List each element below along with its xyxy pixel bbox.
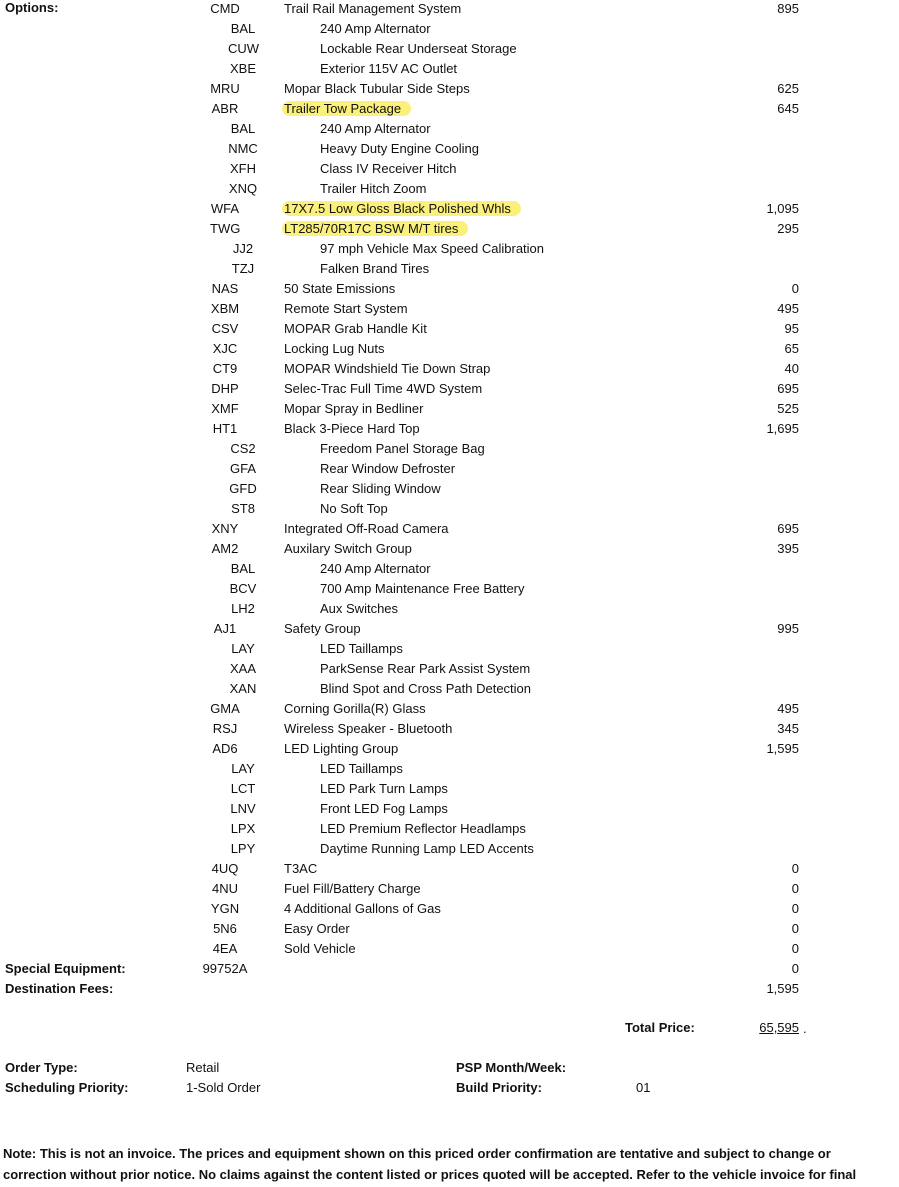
option-description bbox=[284, 220, 468, 238]
option-code: XAA bbox=[229, 661, 256, 676]
description-text: Trailer Hitch Zoom bbox=[320, 181, 427, 196]
option-description bbox=[284, 920, 350, 938]
option-price: 995 bbox=[777, 621, 799, 636]
option-row bbox=[0, 20, 899, 40]
option-code: XAN bbox=[229, 681, 257, 696]
disclaimer-note: Note: This is not an invoice. The prices and equipment shown on this priced order confirmation are tentative and subject to change or correction without prior notice. No claims against the content listed or prices quoted will be accepted. Refer to the vehicle invoice for final bbox=[3, 1146, 857, 1182]
option-code: YGN bbox=[210, 901, 240, 916]
option-row bbox=[0, 220, 899, 240]
option-description bbox=[320, 240, 544, 258]
description-text: Exterior 115V AC Outlet bbox=[320, 61, 458, 76]
option-row bbox=[0, 940, 899, 960]
description-text: Mopar Black Tubular Side Steps bbox=[284, 81, 470, 96]
option-code: TWG bbox=[210, 221, 241, 236]
option-description bbox=[284, 80, 470, 98]
option-code: GFD bbox=[229, 481, 257, 496]
option-row bbox=[0, 920, 899, 940]
option-row bbox=[0, 800, 899, 820]
description-text: Freedom Panel Storage Bag bbox=[320, 441, 485, 456]
option-code: HT1 bbox=[212, 421, 238, 436]
build-priority-label: Build Priority: bbox=[456, 1080, 542, 1095]
option-row bbox=[0, 860, 899, 880]
description-text: MOPAR Grab Handle Kit bbox=[284, 321, 427, 336]
option-row bbox=[0, 820, 899, 840]
option-code: JJ2 bbox=[232, 241, 254, 256]
option-description bbox=[320, 840, 534, 858]
option-code: BAL bbox=[230, 561, 256, 576]
special-equipment-label: Special Equipment: bbox=[5, 961, 126, 976]
description-text: ParkSense Rear Park Assist System bbox=[320, 661, 531, 676]
description-text: LED Taillamps bbox=[320, 761, 403, 776]
option-price: 0 bbox=[791, 861, 799, 876]
option-description bbox=[320, 600, 398, 618]
destination-fees-row bbox=[0, 980, 899, 1000]
option-description bbox=[284, 100, 411, 118]
option-code: XNY bbox=[211, 521, 239, 536]
option-row bbox=[0, 440, 899, 460]
option-description bbox=[284, 0, 461, 18]
option-code: BCV bbox=[229, 581, 257, 596]
description-text: Sold Vehicle bbox=[284, 941, 356, 956]
option-description bbox=[320, 640, 403, 658]
option-code: XBE bbox=[229, 61, 256, 76]
option-description bbox=[284, 940, 356, 958]
option-description bbox=[320, 480, 441, 498]
option-row bbox=[0, 140, 899, 160]
option-row bbox=[0, 840, 899, 860]
option-price: 645 bbox=[777, 101, 799, 116]
option-row bbox=[0, 720, 899, 740]
description-text: 240 Amp Alternator bbox=[320, 561, 431, 576]
special-equipment-row bbox=[0, 960, 899, 980]
option-description bbox=[320, 180, 426, 198]
description-text: Aux Switches bbox=[320, 601, 399, 616]
description-text: Blind Spot and Cross Path Detection bbox=[320, 681, 532, 696]
description-text: Easy Order bbox=[284, 921, 350, 936]
option-description bbox=[284, 700, 426, 718]
option-description bbox=[284, 860, 317, 878]
option-description bbox=[284, 380, 482, 398]
option-code: CS2 bbox=[230, 441, 256, 456]
option-description bbox=[284, 620, 361, 638]
option-row bbox=[0, 680, 899, 700]
option-row bbox=[0, 360, 899, 380]
option-price: 345 bbox=[777, 721, 799, 736]
option-row bbox=[0, 160, 899, 180]
option-row bbox=[0, 200, 899, 220]
description-text: Lockable Rear Underseat Storage bbox=[320, 41, 517, 56]
option-row bbox=[0, 100, 899, 120]
option-row bbox=[0, 540, 899, 560]
special-equipment-price: 0 bbox=[791, 961, 799, 976]
destination-fees-label: Destination Fees: bbox=[5, 981, 114, 996]
option-code: LH2 bbox=[231, 601, 255, 616]
option-price: 625 bbox=[777, 81, 799, 96]
option-description bbox=[320, 680, 531, 698]
option-code: LCT bbox=[230, 781, 256, 796]
option-row bbox=[0, 180, 899, 200]
description-text: Rear Sliding Window bbox=[320, 481, 441, 496]
total-price-amount: 65,595 bbox=[759, 1020, 799, 1035]
option-description bbox=[284, 400, 423, 418]
option-description bbox=[284, 300, 408, 318]
option-description bbox=[320, 460, 455, 478]
option-price: 695 bbox=[777, 521, 799, 536]
option-description bbox=[320, 560, 431, 578]
option-description bbox=[284, 720, 452, 738]
option-description bbox=[320, 820, 526, 838]
description-text: 700 Amp Maintenance Free Battery bbox=[320, 581, 525, 596]
description-text: Black 3-Piece Hard Top bbox=[284, 421, 420, 436]
option-description bbox=[320, 40, 517, 58]
description-text: Falken Brand Tires bbox=[320, 261, 430, 276]
option-row bbox=[0, 0, 899, 20]
option-price: 0 bbox=[791, 941, 799, 956]
option-row bbox=[0, 640, 899, 660]
option-row bbox=[0, 260, 899, 280]
option-row bbox=[0, 420, 899, 440]
option-code: 4EA bbox=[212, 941, 238, 956]
order-type-value: Retail bbox=[186, 1060, 220, 1075]
option-description bbox=[320, 160, 457, 178]
option-row bbox=[0, 700, 899, 720]
option-description bbox=[284, 520, 449, 538]
order-type-label: Order Type: bbox=[5, 1060, 78, 1075]
option-description bbox=[284, 900, 441, 918]
option-row bbox=[0, 380, 899, 400]
option-description bbox=[320, 580, 525, 598]
description-text: Locking Lug Nuts bbox=[284, 341, 385, 356]
option-row bbox=[0, 660, 899, 680]
option-code: BAL bbox=[230, 21, 256, 36]
option-description bbox=[320, 760, 403, 778]
option-code: NMC bbox=[228, 141, 258, 156]
total-price-value bbox=[759, 1020, 799, 1035]
option-price: 895 bbox=[777, 1, 799, 16]
option-code: AJ1 bbox=[213, 621, 237, 636]
highlighted-description: Trailer Tow Package bbox=[282, 101, 411, 116]
option-price: 525 bbox=[777, 401, 799, 416]
build-priority-value: 01 bbox=[636, 1080, 651, 1095]
scheduling-priority-value: 1-Sold Order bbox=[186, 1080, 261, 1095]
option-code: LPX bbox=[230, 821, 256, 836]
description-text: No Soft Top bbox=[320, 501, 388, 516]
option-description bbox=[284, 340, 384, 358]
option-code: XBM bbox=[210, 301, 240, 316]
description-text: LED Taillamps bbox=[320, 641, 403, 656]
option-description bbox=[320, 60, 457, 78]
option-code: LNV bbox=[230, 801, 256, 816]
option-code: MRU bbox=[210, 81, 240, 96]
description-text: 240 Amp Alternator bbox=[320, 121, 431, 136]
highlighted-description: LT285/70R17C BSW M/T tires bbox=[282, 221, 468, 236]
option-price: 0 bbox=[791, 921, 799, 936]
option-description bbox=[320, 20, 431, 38]
option-row bbox=[0, 620, 899, 640]
option-row bbox=[0, 740, 899, 760]
option-description bbox=[284, 880, 421, 898]
option-description bbox=[284, 280, 395, 298]
option-row bbox=[0, 400, 899, 420]
description-text: 4 Additional Gallons of Gas bbox=[284, 901, 441, 916]
option-code: ST8 bbox=[231, 501, 255, 516]
option-code: LAY bbox=[231, 761, 255, 776]
option-code: AM2 bbox=[211, 541, 239, 556]
option-row bbox=[0, 300, 899, 320]
option-row bbox=[0, 340, 899, 360]
option-code: DHP bbox=[211, 381, 239, 396]
option-row bbox=[0, 80, 899, 100]
option-code: 5N6 bbox=[213, 921, 237, 936]
description-text: Auxilary Switch Group bbox=[284, 541, 412, 556]
option-code: CT9 bbox=[212, 361, 238, 376]
option-code: AD6 bbox=[212, 741, 238, 756]
option-code: TZJ bbox=[231, 261, 255, 276]
option-code: XFH bbox=[230, 161, 256, 176]
option-row bbox=[0, 320, 899, 340]
psp-month-week-label: PSP Month/Week: bbox=[456, 1060, 567, 1075]
total-price-label: Total Price: bbox=[625, 1020, 695, 1035]
description-text: Front LED Fog Lamps bbox=[320, 801, 448, 816]
option-row bbox=[0, 880, 899, 900]
option-row bbox=[0, 780, 899, 800]
description-text: MOPAR Windshield Tie Down Strap bbox=[284, 361, 491, 376]
option-description bbox=[284, 420, 420, 438]
option-description bbox=[284, 540, 412, 558]
option-price: 0 bbox=[791, 281, 799, 296]
description-text: Class IV Receiver Hitch bbox=[320, 161, 457, 176]
option-price: 395 bbox=[777, 541, 799, 556]
description-text: Wireless Speaker - Bluetooth bbox=[284, 721, 453, 736]
option-code: CSV bbox=[211, 321, 239, 336]
option-price: 1,095 bbox=[766, 201, 799, 216]
option-code: 4NU bbox=[211, 881, 238, 896]
option-description bbox=[284, 360, 490, 378]
description-text: T3AC bbox=[284, 861, 318, 876]
option-code: XNQ bbox=[228, 181, 258, 196]
description-text: Daytime Running Lamp LED Accents bbox=[320, 841, 534, 856]
option-code: WFA bbox=[210, 201, 240, 216]
option-row bbox=[0, 520, 899, 540]
description-text: 240 Amp Alternator bbox=[320, 21, 431, 36]
option-description bbox=[320, 260, 429, 278]
description-text: Selec-Trac Full Time 4WD System bbox=[284, 381, 483, 396]
description-text: 50 State Emissions bbox=[284, 281, 396, 296]
description-text: Mopar Spray in Bedliner bbox=[284, 401, 424, 416]
option-code: GMA bbox=[210, 701, 240, 716]
option-code: XMF bbox=[211, 401, 239, 416]
option-price: 40 bbox=[784, 361, 799, 376]
description-text: LED Lighting Group bbox=[284, 741, 399, 756]
option-row bbox=[0, 60, 899, 80]
option-price: 0 bbox=[791, 881, 799, 896]
description-text: 97 mph Vehicle Max Speed Calibration bbox=[320, 241, 545, 256]
option-price: 1,695 bbox=[766, 421, 799, 436]
option-description bbox=[284, 320, 427, 338]
option-description bbox=[320, 140, 479, 158]
option-code: XJC bbox=[212, 341, 238, 356]
description-text: Heavy Duty Engine Cooling bbox=[320, 141, 479, 156]
option-row bbox=[0, 560, 899, 580]
option-row bbox=[0, 240, 899, 260]
option-price: 0 bbox=[791, 901, 799, 916]
options-label: Options: bbox=[5, 0, 59, 15]
option-description bbox=[320, 800, 448, 818]
description-text: Fuel Fill/Battery Charge bbox=[284, 881, 421, 896]
option-code: LAY bbox=[231, 641, 255, 656]
option-row bbox=[0, 460, 899, 480]
option-description bbox=[320, 780, 448, 798]
scheduling-priority-label: Scheduling Priority: bbox=[5, 1080, 129, 1095]
option-row bbox=[0, 40, 899, 60]
description-text: Trail Rail Management System bbox=[284, 1, 462, 16]
option-description bbox=[320, 660, 530, 678]
option-price: 695 bbox=[777, 381, 799, 396]
option-code: CMD bbox=[210, 1, 240, 16]
option-row bbox=[0, 760, 899, 780]
option-description bbox=[284, 740, 398, 758]
option-row bbox=[0, 280, 899, 300]
option-code: RSJ bbox=[212, 721, 238, 736]
option-description bbox=[320, 440, 485, 458]
option-row bbox=[0, 500, 899, 520]
option-code: GFA bbox=[229, 461, 256, 476]
option-code: BAL bbox=[230, 121, 256, 136]
option-code: 4UQ bbox=[211, 861, 239, 876]
option-price: 65 bbox=[784, 341, 799, 356]
description-text: Integrated Off-Road Camera bbox=[284, 521, 449, 536]
description-text: Corning Gorilla(R) Glass bbox=[284, 701, 426, 716]
total-price-suffix: . bbox=[803, 1021, 807, 1036]
option-row bbox=[0, 900, 899, 920]
destination-fees-price: 1,595 bbox=[766, 981, 799, 996]
option-price: 1,595 bbox=[766, 741, 799, 756]
option-code: ABR bbox=[211, 101, 239, 116]
option-description bbox=[284, 200, 521, 218]
description-text: Remote Start System bbox=[284, 301, 408, 316]
option-price: 95 bbox=[784, 321, 799, 336]
option-code: NAS bbox=[211, 281, 239, 296]
option-code: LPY bbox=[230, 841, 256, 856]
special-equipment-code: 99752A bbox=[202, 961, 248, 976]
option-row bbox=[0, 120, 899, 140]
option-row bbox=[0, 600, 899, 620]
option-code: CUW bbox=[228, 41, 260, 56]
description-text: Rear Window Defroster bbox=[320, 461, 456, 476]
option-price: 495 bbox=[777, 301, 799, 316]
option-row bbox=[0, 580, 899, 600]
option-price: 495 bbox=[777, 701, 799, 716]
option-description bbox=[320, 500, 388, 518]
description-text: LED Park Turn Lamps bbox=[320, 781, 448, 796]
description-text: LED Premium Reflector Headlamps bbox=[320, 821, 526, 836]
option-price: 295 bbox=[777, 221, 799, 236]
option-description bbox=[320, 120, 431, 138]
highlighted-description: 17X7.5 Low Gloss Black Polished Whls bbox=[282, 201, 521, 216]
description-text: Safety Group bbox=[284, 621, 361, 636]
option-row bbox=[0, 480, 899, 500]
